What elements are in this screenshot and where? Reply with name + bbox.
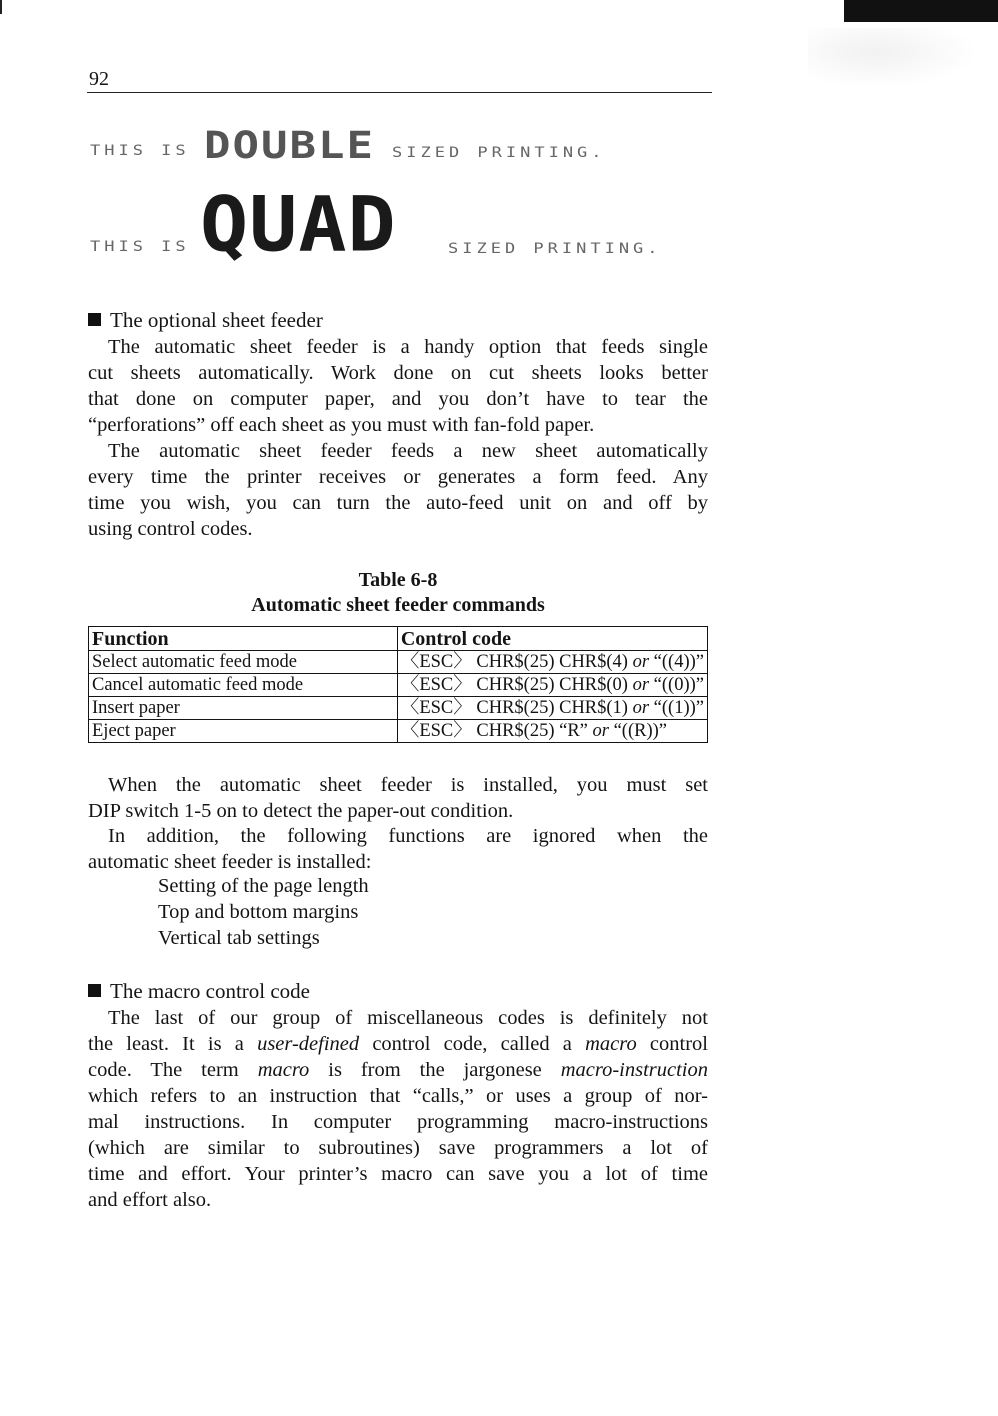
control-code-cell: 〈ESC〉 CHR$(25) CHR$(4) or “((4))” (397, 651, 707, 674)
table-header-row (89, 627, 708, 651)
control-code-cell: 〈ESC〉 CHR$(25) CHR$(1) or “((1))” (397, 697, 707, 720)
scan-speck (808, 28, 978, 88)
function-cell: Select automatic feed mode (89, 651, 398, 674)
table-row (89, 651, 708, 674)
scan-edge-mark (0, 0, 2, 14)
sheet-feeder-paragraph-1: The automatic sheet feeder is a handy option that feeds single cut sheets automatically. Work done on cut sheets looks better that done on computer paper, and you don’t have to tear the “perforations” off each sheet as you must with fan-fold paper. (88, 336, 708, 436)
control-code-cell: 〈ESC〉 CHR$(25) CHR$(0) or “((0))” (397, 674, 707, 697)
table-row (89, 674, 708, 697)
bullet-square-icon (88, 984, 101, 997)
list-item: Setting of the page length (158, 875, 369, 897)
page-number: 92 (89, 68, 109, 90)
table-caption (88, 568, 708, 618)
quad-suffix: SIZED PRINTING. (448, 240, 662, 257)
sheet-feeder-paragraph-2: The automatic sheet feeder feeds a new sheet automatically every time the printer receives or generates a form feed. Any time you wish, you can turn the auto-feed unit on and off by using control codes. (88, 440, 708, 540)
scan-corner-mark (844, 0, 998, 22)
list-item: Vertical tab settings (158, 927, 320, 949)
table-number: Table 6-8 (358, 569, 438, 591)
macro-heading: The macro control code (88, 979, 310, 1004)
ignored-functions-paragraph: In addition, the following functions are ignored when the automatic sheet feeder is installed: (88, 825, 708, 873)
table-title: Automatic sheet feeder commands (251, 594, 545, 616)
quad-prefix: THIS IS (90, 238, 190, 255)
installation-paragraph: When the automatic sheet feeder is installed, you must set DIP switch 1-5 on to detect the paper-out condition. (88, 774, 708, 822)
table-row (89, 697, 708, 720)
function-cell: Cancel automatic feed mode (89, 674, 398, 697)
bullet-square-icon (88, 313, 101, 326)
double-big-text: DOUBLE (204, 124, 375, 168)
header-rule (87, 92, 712, 93)
feeder-commands-table (88, 626, 708, 743)
double-suffix: SIZED PRINTING. (392, 144, 606, 161)
macro-paragraph: The last of our group of miscellaneous codes is definitely not the least. It is a user-defined control code, called a macro control code. The term macro is from the jargonese macro-instruction which refers to an instruction that “calls,” or uses a group of nor- mal instructions. In computer programming macro-instructions (which are similar to subroutines) save programmers a lot of time and effort. Your printer’s macro can save you a lot of time and effort also. (88, 1007, 709, 1211)
double-prefix: THIS IS (90, 142, 190, 159)
header-control-code: Control code (397, 627, 707, 651)
quad-big-text: QUAD (200, 180, 397, 269)
table-row (89, 720, 708, 743)
sheet-feeder-heading: The optional sheet feeder (88, 308, 323, 333)
function-cell: Eject paper (89, 720, 398, 743)
header-function: Function (89, 627, 398, 651)
control-code-cell: 〈ESC〉 CHR$(25) “R” or “((R))” (397, 720, 707, 743)
list-item: Top and bottom margins (158, 901, 359, 923)
function-cell: Insert paper (89, 697, 398, 720)
